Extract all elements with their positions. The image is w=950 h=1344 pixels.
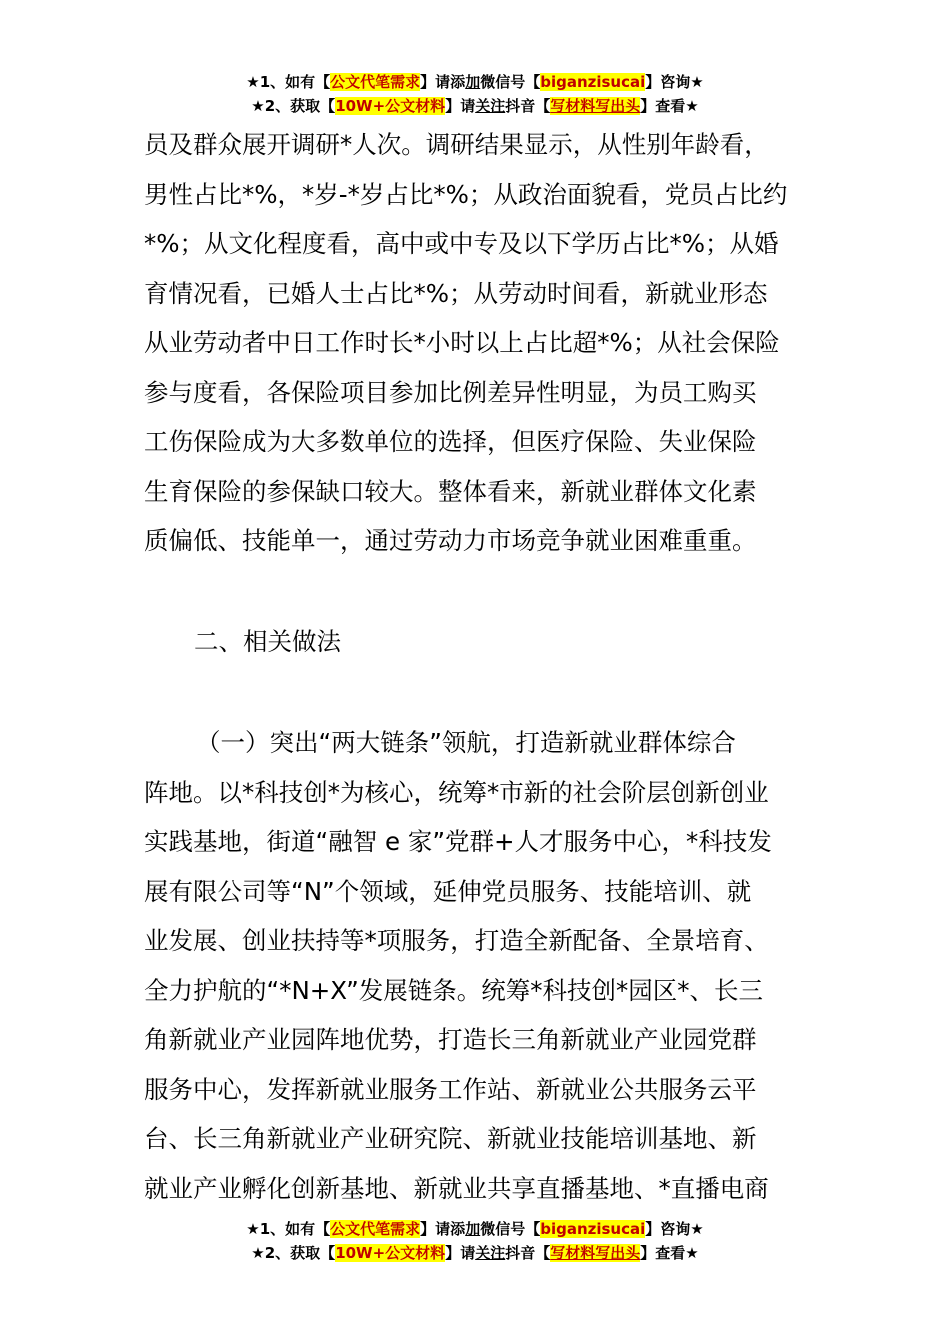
- section-heading: 二、相关做法: [194, 627, 341, 656]
- footer-banner: [0, 1217, 950, 1265]
- banner-highlight: biganzisucai: [540, 1220, 646, 1238]
- header-banner: [0, 70, 950, 118]
- text-line: *%；从文化程度看，高中或中专及以下学历占比*%；从婚: [144, 229, 779, 258]
- banner-highlight: 10W+公文材料: [335, 1244, 446, 1262]
- text-line: 员及群众展开调研*人次。调研结果显示，从性别年龄看，: [144, 130, 769, 159]
- banner-text: 】咨询★: [645, 1220, 704, 1238]
- banner-text: ★1、如有【: [246, 1220, 331, 1238]
- text-line: 展有限公司等“N”个领域，延伸党员服务、技能培训、就: [144, 876, 752, 906]
- text-line: 台、长三角新就业产业研究院、新就业技能培训基地、新: [144, 1124, 757, 1153]
- banner-underline: 关注: [475, 1244, 506, 1262]
- text-line: 工伤保险成为大多数单位的选择，但医疗保险、失业保险: [144, 427, 757, 456]
- text-line: 实践基地，街道“融智 e 家”党群+人才服务中心，*科技发: [144, 827, 772, 856]
- paragraph-practices: [144, 718, 824, 1213]
- text-line: 参与度看，各保险项目参加比例差异性明显，为员工购买: [144, 377, 757, 407]
- banner-text: 微信号【: [480, 1220, 541, 1238]
- text-line: 服务中心，发挥新就业服务工作站、新就业公共服务云平: [144, 1074, 757, 1104]
- banner-underline: 加: [465, 1220, 481, 1238]
- banner-highlight: 公文代笔需求: [330, 1220, 421, 1238]
- paragraph-survey: [144, 120, 824, 566]
- text-line: 阵地。以*科技创*为核心，统筹*市新的社会阶层创新创业: [144, 777, 769, 807]
- banner-highlight: 公文代笔需求: [330, 73, 421, 91]
- banner-highlight: 10W+公文材料: [335, 97, 446, 115]
- banner-line-1: [0, 1217, 950, 1241]
- text-line: 育情况看，已婚人士占比*%；从劳动时间看，新就业形态: [144, 278, 768, 308]
- text-line: 角新就业产业园阵地优势，打造长三角新就业产业园党群: [144, 1025, 757, 1054]
- banner-underline: 加: [465, 73, 481, 91]
- banner-text: 微信号【: [480, 73, 541, 91]
- banner-line-2: [0, 94, 950, 118]
- text-line: 业发展、创业扶持等*项服务，打造全新配备、全景培育、: [144, 926, 769, 955]
- banner-text: 】查看★: [640, 1244, 699, 1262]
- banner-text: ★2、获取【: [251, 1244, 336, 1262]
- banner-highlight: 写材料写出头: [550, 97, 641, 115]
- banner-text: 】请: [445, 1244, 476, 1262]
- banner-underline: 关注: [475, 97, 506, 115]
- banner-line-2: [0, 1241, 950, 1265]
- banner-highlight: 写材料写出头: [550, 1244, 641, 1262]
- banner-text: 】咨询★: [645, 73, 704, 91]
- banner-text: 】请添: [420, 73, 466, 91]
- banner-text: 抖音【: [505, 97, 551, 115]
- text-line: 男性占比*%，*岁-*岁占比*%；从政治面貌看，党员占比约: [144, 179, 788, 209]
- banner-text: 】请添: [420, 1220, 466, 1238]
- banner-text: ★2、获取【: [251, 97, 336, 115]
- text-line: 从业劳动者中日工作时长*小时以上占比超*%；从社会保险: [144, 328, 780, 357]
- banner-text: 】查看★: [640, 97, 699, 115]
- text-line: 生育保险的参保缺口较大。整体看来，新就业群体文化素: [144, 476, 757, 506]
- banner-highlight: biganzisucai: [540, 73, 646, 91]
- text-line: 全力护航的“*N+X”发展链条。统筹*科技创*园区*、长三: [144, 975, 764, 1005]
- banner-text: ★1、如有【: [246, 73, 331, 91]
- banner-text: 抖音【: [505, 1244, 551, 1262]
- text-line: 质偏低、技能单一，通过劳动力市场竞争就业困难重重。: [144, 526, 757, 555]
- banner-text: 】请: [445, 97, 476, 115]
- text-line: （一）突出“两大链条”领航，打造新就业群体综合: [196, 728, 736, 757]
- text-line: 就业产业孵化创新基地、新就业共享直播基地、*直播电商: [144, 1173, 769, 1203]
- banner-line-1: [0, 70, 950, 94]
